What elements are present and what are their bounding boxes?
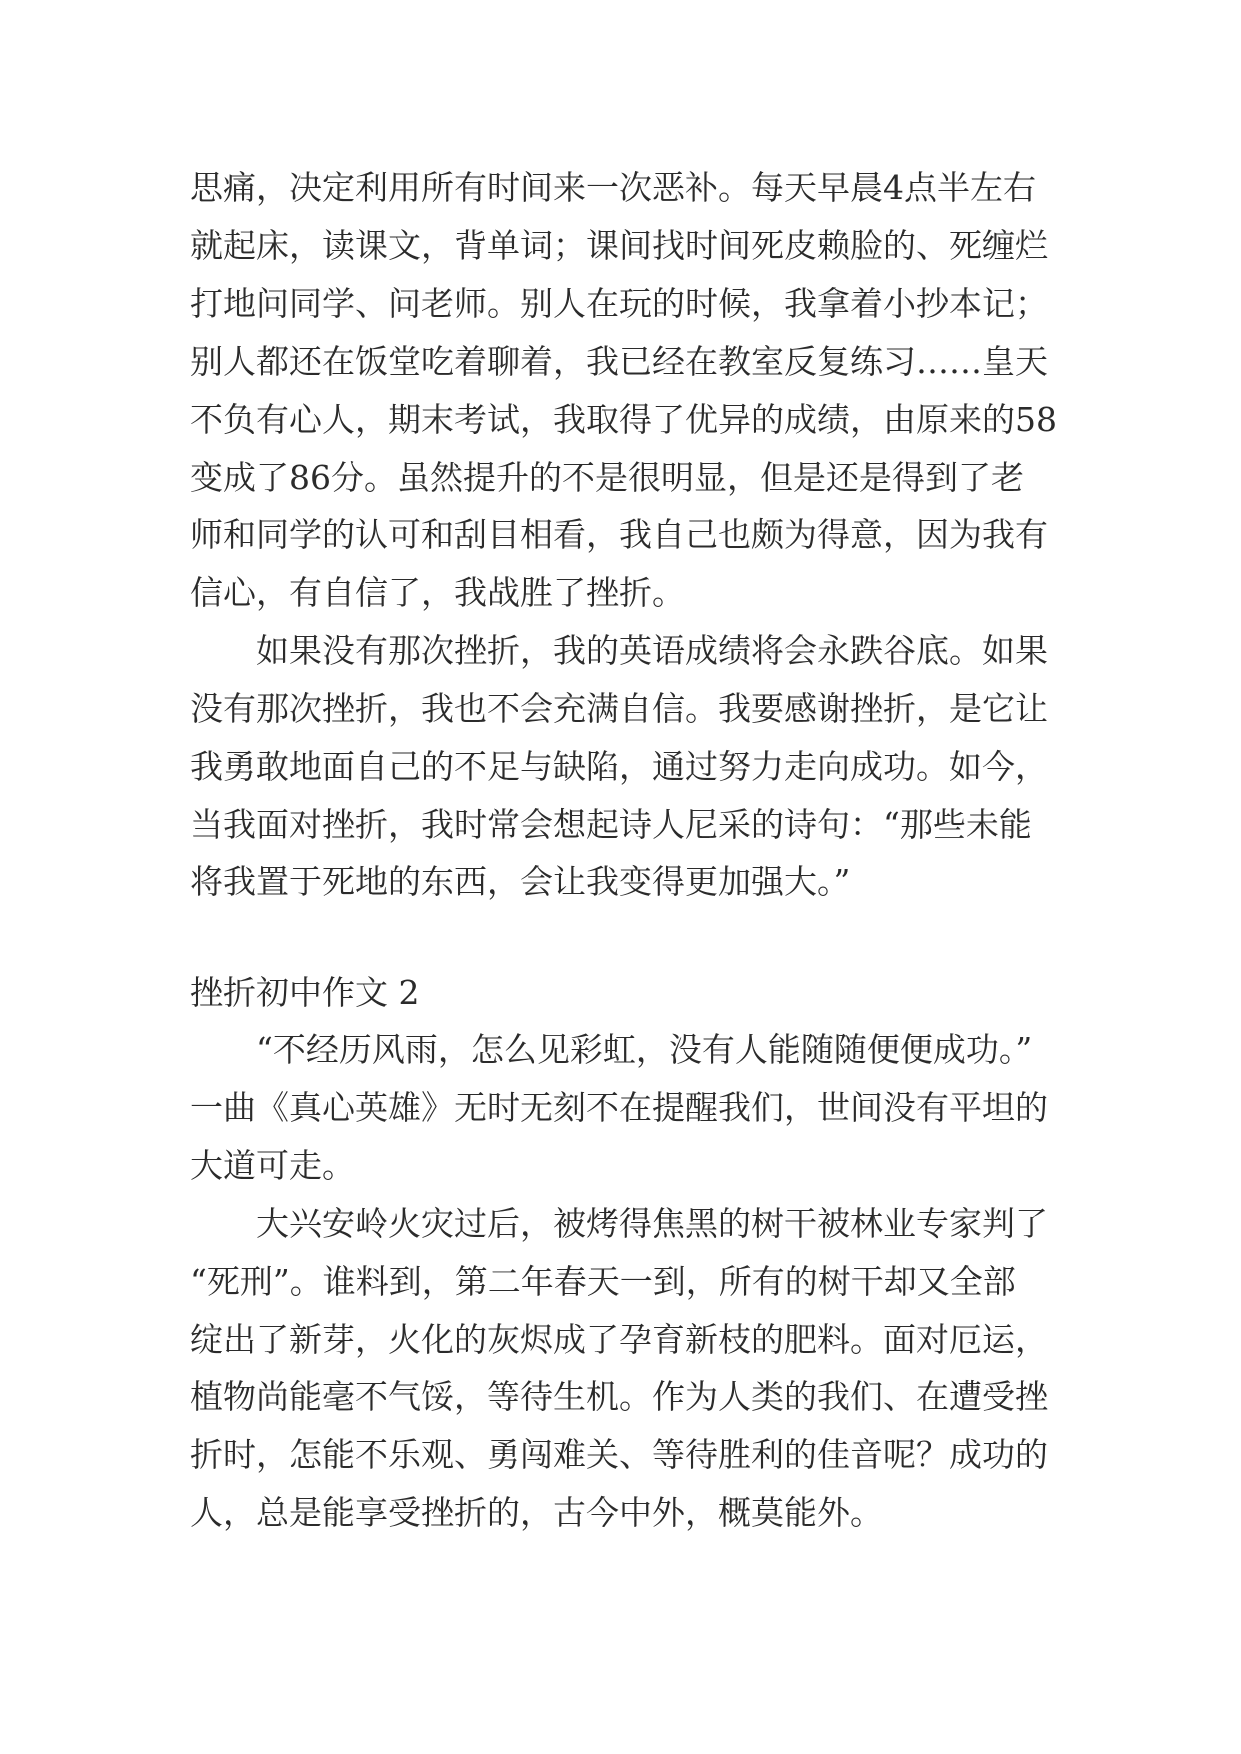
paragraph-line: 就起床，读课文，背单词；课间找时间死皮赖脸的、死缠烂 bbox=[190, 226, 1048, 265]
paragraph-line: “死刑”。谁料到，第二年春天一到，所有的树干却又全部 bbox=[190, 1262, 1016, 1301]
paragraph-line: 折时，怎能不乐观、勇闯难关、等待胜利的佳音呢？成功的 bbox=[190, 1435, 1048, 1474]
paragraph-line: 人，总是能享受挫折的，古今中外，概莫能外。 bbox=[190, 1493, 883, 1532]
paragraph-line: 信心，有自信了，我战胜了挫折。 bbox=[190, 573, 685, 612]
paragraph-line: 植物尚能毫不气馁，等待生机。作为人类的我们、在遭受挫 bbox=[190, 1377, 1048, 1416]
paragraph-line: 打地问同学、问老师。别人在玩的时候，我拿着小抄本记； bbox=[190, 284, 1048, 323]
paragraph-line: “不经历风雨，怎么见彩虹，没有人能随随便便成功。” bbox=[190, 1030, 1033, 1069]
paragraph-line: 大道可走。 bbox=[190, 1146, 355, 1185]
paragraph-line: 一曲《真心英雄》无时无刻不在提醒我们，世间没有平坦的 bbox=[190, 1088, 1048, 1127]
paragraph-line: 没有那次挫折，我也不会充满自信。我要感谢挫折，是它让 bbox=[190, 689, 1048, 728]
paragraph-line: 变成了86分。虽然提升的不是很明显，但是还是得到了老 bbox=[190, 458, 1024, 497]
paragraph-line: 如果没有那次挫折，我的英语成绩将会永跌谷底。如果 bbox=[190, 631, 1048, 670]
paragraph-line: 不负有心人，期末考试，我取得了优异的成绩，由原来的58 bbox=[190, 400, 1057, 439]
paragraph-line: 我勇敢地面自己的不足与缺陷，通过努力走向成功。如今， bbox=[190, 747, 1048, 786]
paragraph-line: 当我面对挫折，我时常会想起诗人尼采的诗句：“那些未能 bbox=[190, 805, 1032, 844]
paragraph-line: 别人都还在饭堂吃着聊着，我已经在教室反复练习……皇天 bbox=[190, 342, 1048, 381]
paragraph-line: 思痛，决定利用所有时间来一次恶补。每天早晨4点半左右 bbox=[190, 168, 1036, 207]
paragraph-line: 绽出了新芽，火化的灰烬成了孕育新枝的肥料。面对厄运， bbox=[190, 1320, 1048, 1359]
paragraph-line: 师和同学的认可和刮目相看，我自己也颇为得意，因为我有 bbox=[190, 515, 1048, 554]
section-heading: 挫折初中作文 2 bbox=[190, 973, 420, 1012]
paragraph-line: 大兴安岭火灾过后，被烤得焦黑的树干被林业专家判了 bbox=[190, 1204, 1048, 1243]
paragraph-line: 将我置于死地的东西，会让我变得更加强大。” bbox=[190, 862, 851, 901]
